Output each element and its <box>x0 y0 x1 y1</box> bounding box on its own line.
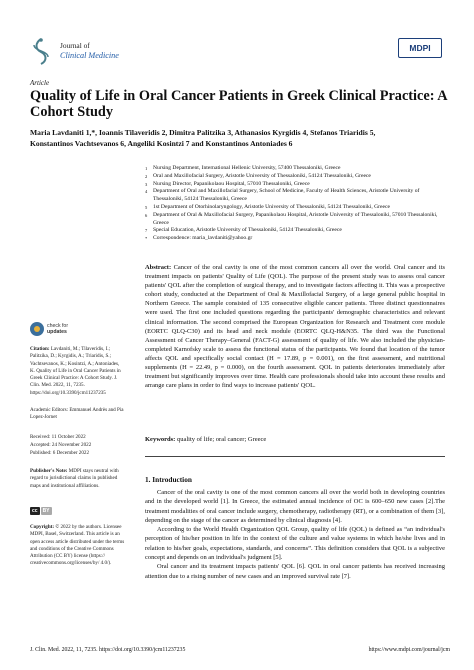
keywords-text: quality of life; oral cancer; Greece <box>176 436 267 443</box>
section-heading: 1. Introduction <box>145 475 192 484</box>
keywords-label: Keywords: <box>145 436 176 443</box>
citation-label: Citation: <box>30 346 50 352</box>
intro-paragraph: Oral cancer and its treatment impacts patients' QOL [6]. QOL in oral cancer patients has received increasing attention due to a rising number of new cases and an improved survival rate [7]. <box>145 563 445 580</box>
abstract-text: Cancer of the oral cavity is one of the most common cancers all over the world. Oral cancer and its treatment impacts on patients' Quality of Life (QOL). The purpose of the present study was to assess oral cancer patients' QOL after the completion of surgical therapy, and to investigate factors affecting it. This was a prospective cohort study, conducted at the Department of Oral & Maxillofacial Surgery, of a large general public hospital in Northern Greece. The sample consisted of 135 consecutive eligible cancer patients. Three distinct questionnaires were used. The first one included questions regarding the participants' demographic characteristics and relevant clinical information. The second comprised the European Organization for Research and Treatment core module (EORTC QLQ-C30) and its head and neck module (EORTC QLQ-H&N35. The third was the Functional Assessment of Cancer Therapy–General (FACT-G) assessment of quality of life. We also included the physician-completed Karnofsky scale to assess the functional status of the participants. We found that location of the tumor affects QOL and specifically social contact (H = 17.89, p = 0.001), on the first assessment, and nutritional supplements (H = 22.49, p = 0.000), on the fourth assessment. QOL in patients deteriorates immediately after treatment but significantly improves over time. Health care professionals should take into account these results and arrange care plans in order to find ways to increase patients' QOL. <box>145 264 446 390</box>
received-date: Received: 11 October 2022 <box>30 434 86 440</box>
affiliation-text: Nursing Director, Papanikolaou Hospital, 57010 Thessaloniki, Greece <box>153 180 310 187</box>
affiliation-number: 5 <box>145 204 148 210</box>
copyright-block <box>30 524 125 568</box>
affiliation-text: Department of Oral and Maxillofacial Surgery, School of Medicine, Faculty of Health Sciences, Aristotle University of Thessaloniki, 54124 Thessaloniki, Greece <box>153 188 420 203</box>
copyright-label: Copyright: <box>30 524 55 530</box>
affiliation-number: 3 <box>145 181 148 187</box>
affiliation-number: 1 <box>145 166 148 171</box>
abstract <box>145 263 445 390</box>
affiliation-text: Nursing Department, International Hellenic University, 57400 Thessaloniki, Greece <box>153 165 341 171</box>
affiliation-number: 7 <box>145 228 148 234</box>
affiliation-text: 1st Department of Otorhinolaryngology, Aristotle University of Thessaloniki, 54124 Thessaloniki, Greece <box>153 203 390 210</box>
publisher-note-label: Publisher's Note: <box>30 468 68 474</box>
affiliation-item <box>145 173 445 181</box>
published-date: Published: 6 December 2022 <box>30 450 89 456</box>
divider <box>145 456 445 457</box>
journal-logo-icon <box>30 37 52 65</box>
affiliation-item <box>145 188 445 204</box>
publisher-logo[interactable] <box>398 38 442 58</box>
cc-by-license-icon[interactable] <box>30 507 52 515</box>
check-line2: updates <box>47 329 67 335</box>
publisher-name: MDPI <box>409 43 431 53</box>
cc-badge: cc <box>32 508 38 514</box>
copyright-text: © 2022 by the authors. Licensee MDPI, Basel, Switzerland. This article is an open access article distributed under the terms and conditions of the Creative Commons Attribution (CC BY) license (https:// creativecommons.org/licenses/by/ 4.0/). <box>30 524 125 567</box>
journal-line1: Journal of <box>60 41 90 50</box>
affiliation-text: Oral and Maxillofacial Surgery, Aristotle University of Thessaloniki, 54124 Thessaloniki, Greece <box>153 172 371 179</box>
article-title: Quality of Life in Oral Cancer Patients in Greek Clinical Practice: A Cohort Study <box>30 88 447 120</box>
affiliation-number: 6 <box>145 212 148 218</box>
journal-name: Clinical Medicine <box>60 51 119 60</box>
check-for-updates-badge[interactable] <box>30 322 68 336</box>
intro-body <box>145 488 445 581</box>
intro-paragraph: Cancer of the oral cavity is one of the most common cancers all over the world both in developing countries and in the developed world [1]. In Greece, the estimated annual incidence of OC is 600–650 new cases [2].The treatment modalities of oral cancer include surgery, chemotherapy, radiotherapy (RT), or a combination of them [3], depending on the stage of the cancer as determined by clinical diagnosis [4]. <box>145 489 445 524</box>
keywords <box>145 436 445 443</box>
affiliation-item <box>145 235 445 243</box>
affiliation-number: * <box>145 236 148 242</box>
affiliation-number: 4 <box>145 189 148 195</box>
abstract-label: Abstract: <box>145 264 172 271</box>
affiliations <box>145 165 445 243</box>
article-type: Article <box>30 79 50 87</box>
publisher-note <box>30 468 125 490</box>
affiliation-number: 2 <box>145 173 148 179</box>
affiliation-text: Department of Oral & Maxillofacial Surgery, Papanikolaou Hospital, Aristotle University of Thessaloniki, 57010 Thessaloniki, Greece <box>153 211 438 226</box>
citation-block <box>30 346 125 397</box>
intro-paragraph: According to the World Health Organization QOL Group, quality of life (QOL) is defined as “an individual's perception of his/her position in life in the context of the culture and value systems in which he/she lives and in relation to his/her goals, expectations, standards, and concerns”. This definition considers that QOL is a subjective concept and depends on an individual's judgment [5]. <box>145 526 445 562</box>
affiliation-text: Special Education, Aristotle University of Thessaloniki, 54124 Thessaloniki, Greece <box>153 227 342 234</box>
by-badge: BY <box>42 508 50 514</box>
authors-line-2[interactable]: Konstantinos Vachtsevanos 6, Angeliki Kosintzi 7 and Konstantinos Antoniades 6 <box>30 138 293 148</box>
publisher-note-text: MDPI stays neutral with regard to jurisdictional claims in published maps and institutional affiliations. <box>30 468 119 489</box>
footer-citation[interactable]: J. Clin. Med. 2022, 11, 7235. https://doi.org/10.3390/jcm11237235 <box>30 647 186 653</box>
check-line1: check for <box>47 323 69 329</box>
accepted-date: Accepted: 24 November 2022 <box>30 442 92 448</box>
check-updates-icon <box>30 322 44 336</box>
affiliation-item <box>145 165 445 173</box>
authors-line-1[interactable]: Maria Lavdaniti 1,*, Ioannis Tilaveridis 2, Dimitra Palitzika 3, Athanasios Kyrgidis 4, Stefanos Triaridis 5, <box>30 128 376 137</box>
affiliation-item <box>145 204 445 212</box>
affiliation-item <box>145 227 445 235</box>
academic-editors: Academic Editors: Emmanuel Andrès and Pia Lopez-Jornet <box>30 407 124 421</box>
affiliation-item <box>145 212 445 228</box>
affiliation-text: Correspondence: maria_lavdaniti@yahoo.gr <box>153 235 253 242</box>
journal-header <box>60 41 119 61</box>
author-list <box>30 128 450 149</box>
footer-journal-link[interactable]: https://www.mdpi.com/journal/jcm <box>368 647 450 653</box>
citation-text[interactable]: Lavdaniti, M.; Tilaveridis, I.; Palitzika, D.; Kyrgidis, A.; Triaridis, S.; Vachtsevanos, K.; Kosintzi, A.; Antoniades, K. Quality of Life in Oral Cancer Patients in Greek Clinical Practice: A Cohort Study. J. Clin. Med. 2022, 11, 7235. https://doi.org/10.3390/jcm11237235 <box>30 346 121 396</box>
